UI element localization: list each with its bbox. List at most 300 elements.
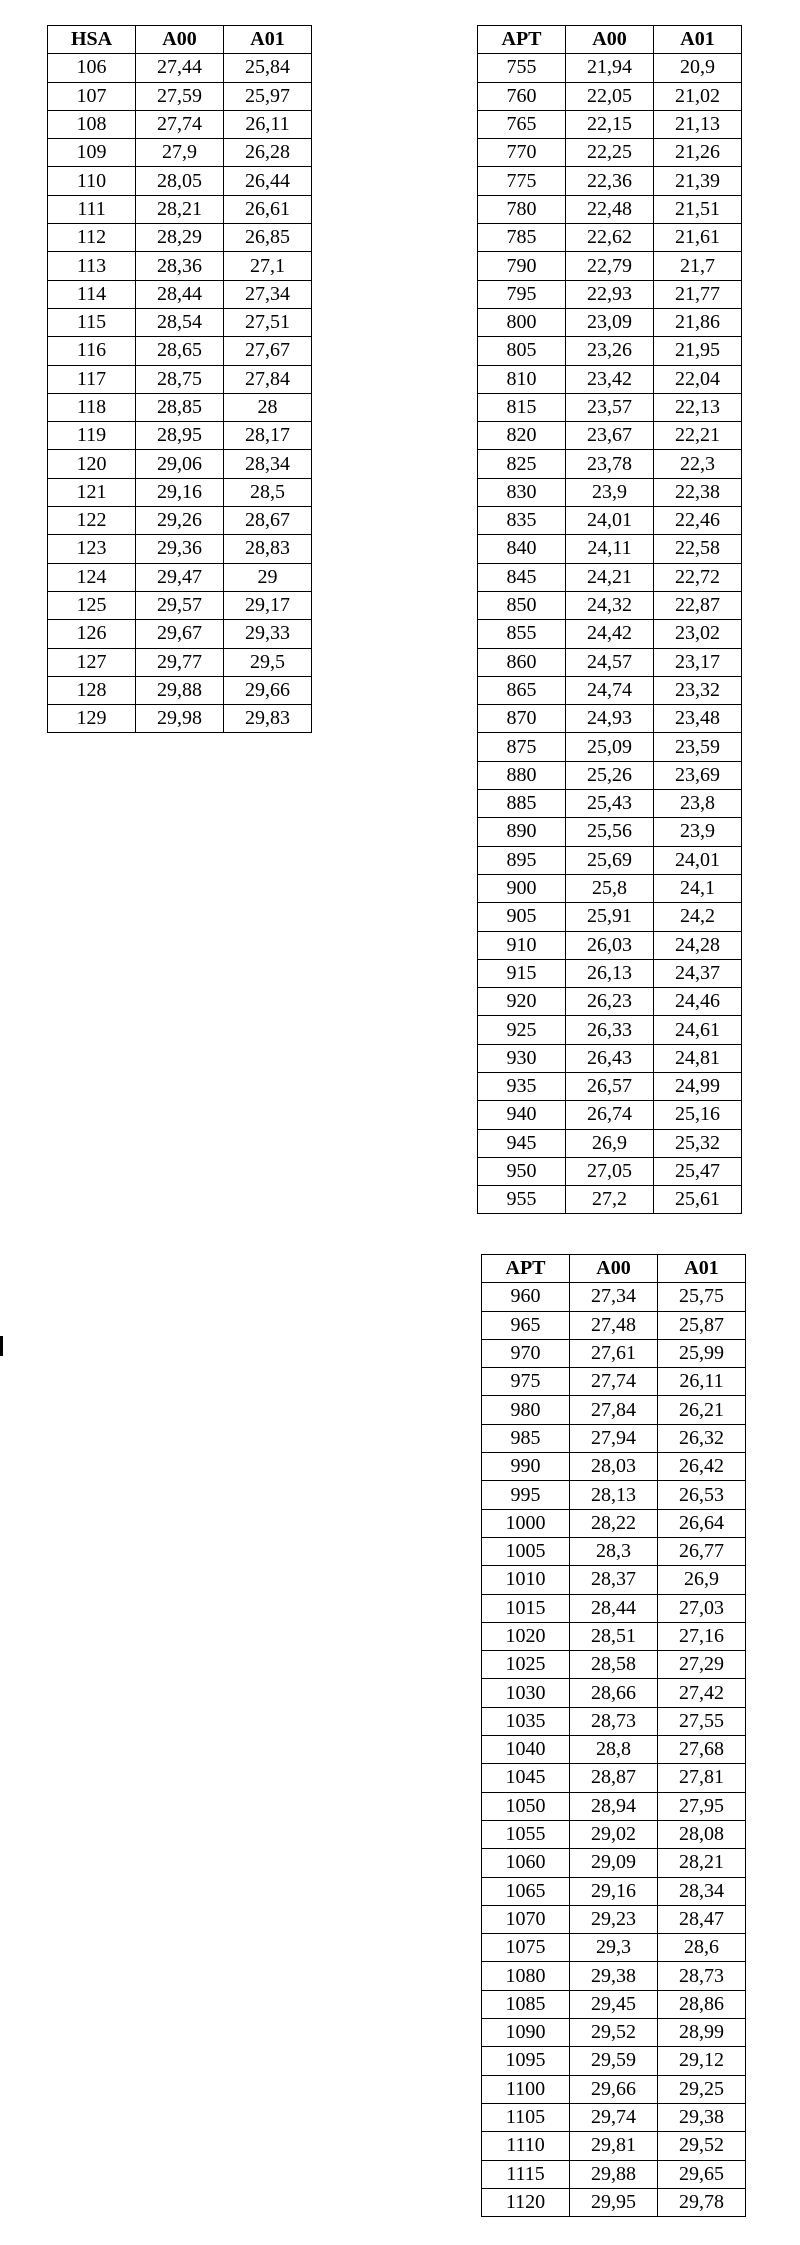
table-cell: 27,44 [136,54,224,82]
table-cell: 1095 [482,2047,570,2075]
table-cell: 22,15 [566,110,654,138]
table-cell: 1075 [482,1934,570,1962]
table-cell: 25,26 [566,761,654,789]
table-cell: 28,21 [658,1849,746,1877]
table-cell: 26,28 [224,139,312,167]
table-row [478,874,742,902]
table-cell: 810 [478,365,566,393]
header-row [48,26,312,54]
table-row [48,676,312,704]
table-cell: 22,93 [566,280,654,308]
table-cell: 29,83 [224,705,312,733]
table-cell: 28 [224,393,312,421]
table-cell: 29,98 [136,705,224,733]
table-row [482,1849,746,1877]
table-cell: 28,51 [570,1622,658,1650]
table-row [48,648,312,676]
table-cell: 975 [482,1368,570,1396]
table-row [48,252,312,280]
table-cell: 930 [478,1044,566,1072]
table-cell: 22,05 [566,82,654,110]
column-header: A01 [654,26,742,54]
table-cell: 27,29 [658,1651,746,1679]
table-cell: 765 [478,110,566,138]
table-cell: 29,88 [136,676,224,704]
table-cell: 26,9 [566,1129,654,1157]
table-cell: 24,28 [654,931,742,959]
table-cell: 29,95 [570,2188,658,2216]
table-cell: 21,95 [654,337,742,365]
table-cell: 1100 [482,2075,570,2103]
table-cell: 28,67 [224,507,312,535]
table-cell: 895 [478,846,566,874]
table-cell: 825 [478,450,566,478]
table-cell: 25,56 [566,818,654,846]
table-cell: 27,16 [658,1622,746,1650]
table-cell: 29,33 [224,620,312,648]
table-cell: 26,03 [566,931,654,959]
table-cell: 26,74 [566,1101,654,1129]
table-cell: 940 [478,1101,566,1129]
column-header: A01 [224,26,312,54]
column-header: A01 [658,1255,746,1283]
table-cell: 785 [478,224,566,252]
table-cell: 25,99 [658,1339,746,1367]
table-row [48,110,312,138]
table-cell: 29,57 [136,591,224,619]
table-cell: 27,34 [224,280,312,308]
table-row [478,535,742,563]
table-cell: 27,55 [658,1707,746,1735]
table-cell: 29,02 [570,1820,658,1848]
table-row [478,733,742,761]
table-cell: 885 [478,790,566,818]
table-cell: 25,47 [654,1157,742,1185]
table-row [48,54,312,82]
table-row [482,1877,746,1905]
table-cell: 122 [48,507,136,535]
table-cell: 1040 [482,1736,570,1764]
table-cell: 850 [478,591,566,619]
table-cell: 29,66 [224,676,312,704]
table-row [478,705,742,733]
table-row [478,790,742,818]
table-cell: 29,59 [570,2047,658,2075]
table-cell: 25,09 [566,733,654,761]
table-row [478,818,742,846]
table-cell: 21,13 [654,110,742,138]
table-cell: 28,94 [570,1792,658,1820]
table-row [478,82,742,110]
table-cell: 1050 [482,1792,570,1820]
table-cell: 23,02 [654,620,742,648]
table-cell: 25,75 [658,1283,746,1311]
table-cell: 25,69 [566,846,654,874]
table-cell: 28,87 [570,1764,658,1792]
table-cell: 21,77 [654,280,742,308]
table-row [48,591,312,619]
table-cell: 980 [482,1396,570,1424]
table-cell: 26,33 [566,1016,654,1044]
table-cell: 29,52 [570,2019,658,2047]
table-cell: 25,32 [654,1129,742,1157]
table-row [478,54,742,82]
table-cell: 24,01 [566,507,654,535]
table-cell: 855 [478,620,566,648]
table-cell: 1005 [482,1537,570,1565]
table-cell: 845 [478,563,566,591]
table-cell: 22,79 [566,252,654,280]
table-row [482,1651,746,1679]
table-row [478,224,742,252]
table-cell: 27,51 [224,308,312,336]
table-cell: 22,48 [566,195,654,223]
table-row [478,393,742,421]
table-row [478,110,742,138]
table-cell: 113 [48,252,136,280]
table-cell: 29,12 [658,2047,746,2075]
table-cell: 22,13 [654,393,742,421]
table-cell: 25,61 [654,1186,742,1214]
table-cell: 24,11 [566,535,654,563]
table-cell: 970 [482,1339,570,1367]
table-row [482,1764,746,1792]
table-cell: 770 [478,139,566,167]
table-cell: 21,61 [654,224,742,252]
table-row [478,1072,742,1100]
table-cell: 24,93 [566,705,654,733]
table-cell: 27,42 [658,1679,746,1707]
table-cell: 29,25 [658,2075,746,2103]
table-cell: 23,09 [566,308,654,336]
table-cell: 1120 [482,2188,570,2216]
table-cell: 22,72 [654,563,742,591]
table-cell: 23,69 [654,761,742,789]
table-cell: 775 [478,167,566,195]
table-cell: 1065 [482,1877,570,1905]
table-cell: 925 [478,1016,566,1044]
table-cell: 23,48 [654,705,742,733]
table-cell: 21,51 [654,195,742,223]
table-row [482,1736,746,1764]
table-cell: 26,42 [658,1453,746,1481]
table-cell: 835 [478,507,566,535]
table-row [48,167,312,195]
table-cell: 27,94 [570,1424,658,1452]
table-row [48,705,312,733]
table-row [48,535,312,563]
table-row [482,1566,746,1594]
table-cell: 1015 [482,1594,570,1622]
table-row [482,1481,746,1509]
table-cell: 28,37 [570,1566,658,1594]
table-cell: 26,77 [658,1537,746,1565]
table-row [478,195,742,223]
table-cell: 1060 [482,1849,570,1877]
table-cell: 27,61 [570,1339,658,1367]
table-row [482,1905,746,1933]
table-cell: 29,52 [658,2132,746,2160]
apt-table-1 [477,25,742,1214]
table-cell: 25,16 [654,1101,742,1129]
table-cell: 28,3 [570,1537,658,1565]
table-row [478,252,742,280]
table-row [48,365,312,393]
table-cell: 22,87 [654,591,742,619]
table-cell: 25,91 [566,903,654,931]
table-cell: 111 [48,195,136,223]
table-row [478,903,742,931]
margin-mark [0,1336,3,1356]
table-row [482,1453,746,1481]
table-cell: 25,43 [566,790,654,818]
table-row [482,1368,746,1396]
table-cell: 24,01 [654,846,742,874]
table-cell: 24,42 [566,620,654,648]
table-cell: 121 [48,478,136,506]
table-row [482,1339,746,1367]
column-header: HSA [48,26,136,54]
table-cell: 24,99 [654,1072,742,1100]
table-cell: 875 [478,733,566,761]
table-cell: 28,8 [570,1736,658,1764]
table-row [48,82,312,110]
table-cell: 127 [48,648,136,676]
table-cell: 24,74 [566,676,654,704]
table-cell: 23,26 [566,337,654,365]
table-cell: 27,84 [224,365,312,393]
table-cell: 26,9 [658,1566,746,1594]
table-row [482,1396,746,1424]
table-row [48,450,312,478]
table-cell: 915 [478,959,566,987]
table-cell: 26,23 [566,988,654,1016]
column-header: APT [478,26,566,54]
table-cell: 28,13 [570,1481,658,1509]
table-cell: 920 [478,988,566,1016]
table-cell: 123 [48,535,136,563]
table-row [48,224,312,252]
table-cell: 29,78 [658,2188,746,2216]
table-cell: 29,66 [570,2075,658,2103]
table-cell: 800 [478,308,566,336]
table-cell: 865 [478,676,566,704]
table-cell: 29,36 [136,535,224,563]
table-cell: 790 [478,252,566,280]
table-row [482,1707,746,1735]
table-row [482,1537,746,1565]
table-cell: 110 [48,167,136,195]
table-row [478,1186,742,1214]
table-cell: 27,95 [658,1792,746,1820]
table-cell: 23,32 [654,676,742,704]
table-row [482,1679,746,1707]
table-row [482,2188,746,2216]
table-cell: 29,06 [136,450,224,478]
table-cell: 1035 [482,1707,570,1735]
table-cell: 28,17 [224,422,312,450]
table-cell: 28,83 [224,535,312,563]
table-cell: 28,36 [136,252,224,280]
table-cell: 28,08 [658,1820,746,1848]
table-cell: 26,11 [224,110,312,138]
table-row [478,422,742,450]
table-cell: 128 [48,676,136,704]
table-cell: 27,84 [570,1396,658,1424]
table-row [478,450,742,478]
table-cell: 1085 [482,1990,570,2018]
column-header: A00 [570,1255,658,1283]
table-cell: 22,38 [654,478,742,506]
table-cell: 780 [478,195,566,223]
table-cell: 24,46 [654,988,742,1016]
table-cell: 955 [478,1186,566,1214]
table-row [482,2160,746,2188]
table-cell: 25,97 [224,82,312,110]
table-cell: 27,48 [570,1311,658,1339]
table-cell: 28,03 [570,1453,658,1481]
table-cell: 1105 [482,2103,570,2131]
table-cell: 27,67 [224,337,312,365]
table-cell: 28,73 [570,1707,658,1735]
table-cell: 25,84 [224,54,312,82]
table-cell: 27,03 [658,1594,746,1622]
table-cell: 28,22 [570,1509,658,1537]
table-row [478,139,742,167]
table-cell: 109 [48,139,136,167]
table-cell: 22,25 [566,139,654,167]
table-cell: 21,94 [566,54,654,82]
table-cell: 27,68 [658,1736,746,1764]
table-cell: 840 [478,535,566,563]
table-row [478,1044,742,1072]
table-cell: 23,57 [566,393,654,421]
table-cell: 28,6 [658,1934,746,1962]
table-cell: 28,34 [658,1877,746,1905]
table-cell: 24,57 [566,648,654,676]
table-cell: 22,62 [566,224,654,252]
table-row [478,1157,742,1185]
table-cell: 23,78 [566,450,654,478]
table-cell: 29,3 [570,1934,658,1962]
table-cell: 1110 [482,2132,570,2160]
table-cell: 27,74 [136,110,224,138]
table-cell: 23,67 [566,422,654,450]
table-row [478,591,742,619]
table-cell: 26,32 [658,1424,746,1452]
table-cell: 118 [48,393,136,421]
table-row [478,280,742,308]
table-cell: 29,5 [224,648,312,676]
table-cell: 28,54 [136,308,224,336]
table-row [478,507,742,535]
table-cell: 29,65 [658,2160,746,2188]
table-cell: 1090 [482,2019,570,2047]
table-row [48,620,312,648]
table-cell: 28,44 [570,1594,658,1622]
table-cell: 29,17 [224,591,312,619]
table-cell: 29,23 [570,1905,658,1933]
table-cell: 21,86 [654,308,742,336]
table-cell: 22,04 [654,365,742,393]
table-cell: 22,21 [654,422,742,450]
table-cell: 755 [478,54,566,82]
table-row [482,2047,746,2075]
table-cell: 935 [478,1072,566,1100]
table-cell: 24,1 [654,874,742,902]
table-cell: 27,05 [566,1157,654,1185]
table-cell: 760 [478,82,566,110]
table-cell: 27,34 [570,1283,658,1311]
table-cell: 26,85 [224,224,312,252]
table-cell: 24,21 [566,563,654,591]
table-cell: 1000 [482,1509,570,1537]
table-cell: 120 [48,450,136,478]
table-row [478,959,742,987]
table-row [482,1934,746,1962]
table-cell: 29,16 [570,1877,658,1905]
table-row [48,139,312,167]
table-cell: 29,09 [570,1849,658,1877]
table-row [48,280,312,308]
table-cell: 22,3 [654,450,742,478]
table-cell: 27,59 [136,82,224,110]
table-cell: 820 [478,422,566,450]
table-cell: 23,9 [654,818,742,846]
table-cell: 27,2 [566,1186,654,1214]
table-cell: 29,88 [570,2160,658,2188]
table-cell: 985 [482,1424,570,1452]
table-cell: 28,86 [658,1990,746,2018]
table-cell: 900 [478,874,566,902]
table-cell: 1020 [482,1622,570,1650]
table-cell: 28,66 [570,1679,658,1707]
table-row [478,365,742,393]
table-cell: 28,85 [136,393,224,421]
table-cell: 905 [478,903,566,931]
table-row [48,195,312,223]
table-row [478,308,742,336]
table-row [478,167,742,195]
table-cell: 950 [478,1157,566,1185]
table-cell: 24,37 [654,959,742,987]
table-cell: 28,47 [658,1905,746,1933]
table-cell: 28,65 [136,337,224,365]
table-cell: 25,8 [566,874,654,902]
table-cell: 24,32 [566,591,654,619]
table-cell: 29,38 [570,1962,658,1990]
table-cell: 1055 [482,1820,570,1848]
table-cell: 116 [48,337,136,365]
table-row [482,1283,746,1311]
table-cell: 1115 [482,2160,570,2188]
table-cell: 26,13 [566,959,654,987]
table-row [478,1129,742,1157]
table-cell: 28,21 [136,195,224,223]
table-cell: 880 [478,761,566,789]
table-cell: 28,44 [136,280,224,308]
table-cell: 910 [478,931,566,959]
table-cell: 26,57 [566,1072,654,1100]
table-cell: 119 [48,422,136,450]
table-cell: 26,11 [658,1368,746,1396]
table-cell: 23,59 [654,733,742,761]
column-header: A00 [566,26,654,54]
table-row [478,563,742,591]
table-cell: 22,46 [654,507,742,535]
table-row [478,846,742,874]
table-cell: 29,81 [570,2132,658,2160]
